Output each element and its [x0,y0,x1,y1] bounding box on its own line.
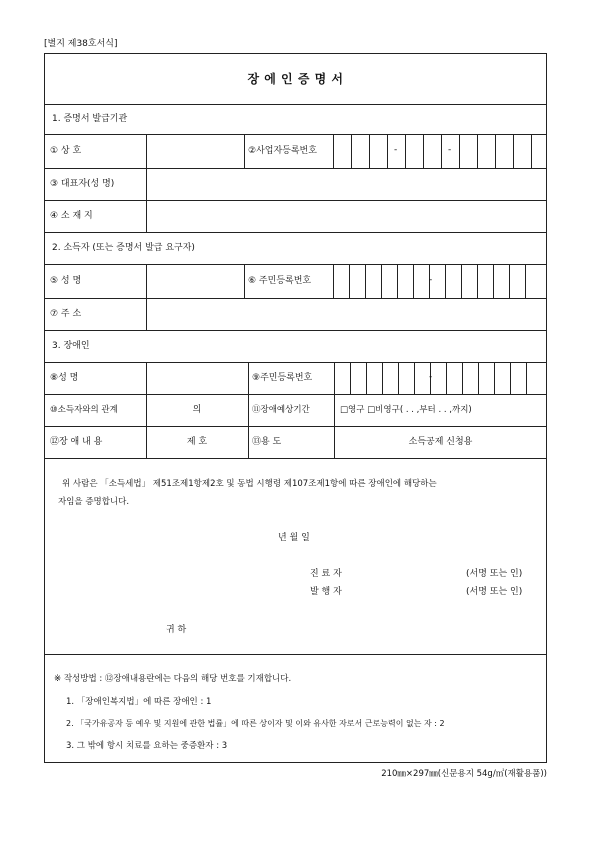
relation-label: ⑩소득자와의 관계 [50,405,118,415]
disabled-name-label: ⑧성 명 [50,373,79,383]
doctor-label: 진 료 자 [310,569,342,579]
business-name-field[interactable] [147,135,243,167]
disability-content-label: ⑫장 애 내 용 [50,437,103,447]
dash-separator: - [429,372,433,382]
disabled-name-field[interactable] [147,363,247,393]
divider [44,330,547,331]
addressee-label: 귀 하 [166,625,187,635]
relation-field[interactable]: 의 [192,405,202,415]
dash-separator: - [448,145,452,155]
representative-field[interactable] [147,169,546,199]
disability-period-label: ⑪장애예상기간 [252,405,310,415]
disability-period-field[interactable]: □영구 □비영구( . . ,부터 . . ,까지) [340,405,472,415]
biz-reg-no-field[interactable] [333,134,547,168]
section2-heading: 2. 소득자 (또는 증명서 발급 요구자) [52,243,195,253]
biz-reg-no-label: ②사업자등록번호 [248,146,317,156]
instructions-heading: ※ 작성방법 : ⑫장애내용란에는 다음의 해당 번호를 기재합니다. [54,674,292,684]
paper-spec: 210㎜×297㎜(신문용지 54g/㎡(재활용품)) [381,769,547,779]
divider [44,654,547,655]
income-earner-rrn-field[interactable] [333,264,547,298]
location-field[interactable] [147,201,546,231]
column-divider [244,134,245,168]
certification-text-line1: 위 사람은 「소득세법」 제51조제1항제2호 및 동법 시행령 제107조제1항에 따른 장애인에 해당하는 [62,479,437,489]
issue-date[interactable]: 년 월 일 [278,533,310,543]
income-earner-name-field[interactable] [147,265,243,297]
divider [44,458,547,459]
use-label: ⑬용 도 [252,437,282,447]
doctor-signature-note[interactable]: (서명 또는 인) [466,569,523,579]
disability-content-field[interactable]: 제 호 [186,437,208,447]
form-label: [별지 제38호서식] [44,39,118,49]
instruction-item: 2. 「국가유공자 등 예우 및 지원에 관한 법률」에 따른 상이자 및 이와 유사한 자로서 근로능력이 없는 자 : 2 [66,719,445,728]
divider [44,394,547,395]
column-divider [248,362,249,458]
representative-label: ③ 대표자(성 명) [50,179,115,189]
income-earner-rrn-label: ⑥ 주민등록번호 [248,276,312,286]
address-field[interactable] [147,299,546,329]
divider [44,426,547,427]
form-title: 장 에 인 증 명 서 [247,72,344,86]
address-label: ⑦ 주 소 [50,309,82,319]
disabled-rrn-label: ⑨주민등록번호 [252,373,313,383]
disabled-rrn-field[interactable] [334,362,547,394]
issuer-signature-note[interactable]: (서명 또는 인) [466,587,523,597]
use-value: 소득공제 신청용 [408,437,473,447]
instruction-item: 3. 그 밖에 항시 치료를 요하는 중증환자 : 3 [66,741,228,751]
income-earner-name-label: ⑤ 성 명 [50,276,82,286]
business-name-label: ① 상 호 [50,146,82,156]
instruction-item: 1. 「장애인복지법」에 따른 장애인 : 1 [66,697,212,707]
divider [44,104,547,105]
column-divider [244,264,245,298]
divider [44,232,547,233]
section1-heading: 1. 증명서 발급기관 [52,114,128,124]
dash-separator: - [429,275,433,285]
issuer-label: 발 행 자 [310,587,342,597]
section3-heading: 3. 장애인 [52,341,90,351]
dash-separator: - [394,145,398,155]
certification-text-line2: 자임을 증명합니다. [58,497,130,507]
location-label: ④ 소 재 지 [50,211,93,221]
